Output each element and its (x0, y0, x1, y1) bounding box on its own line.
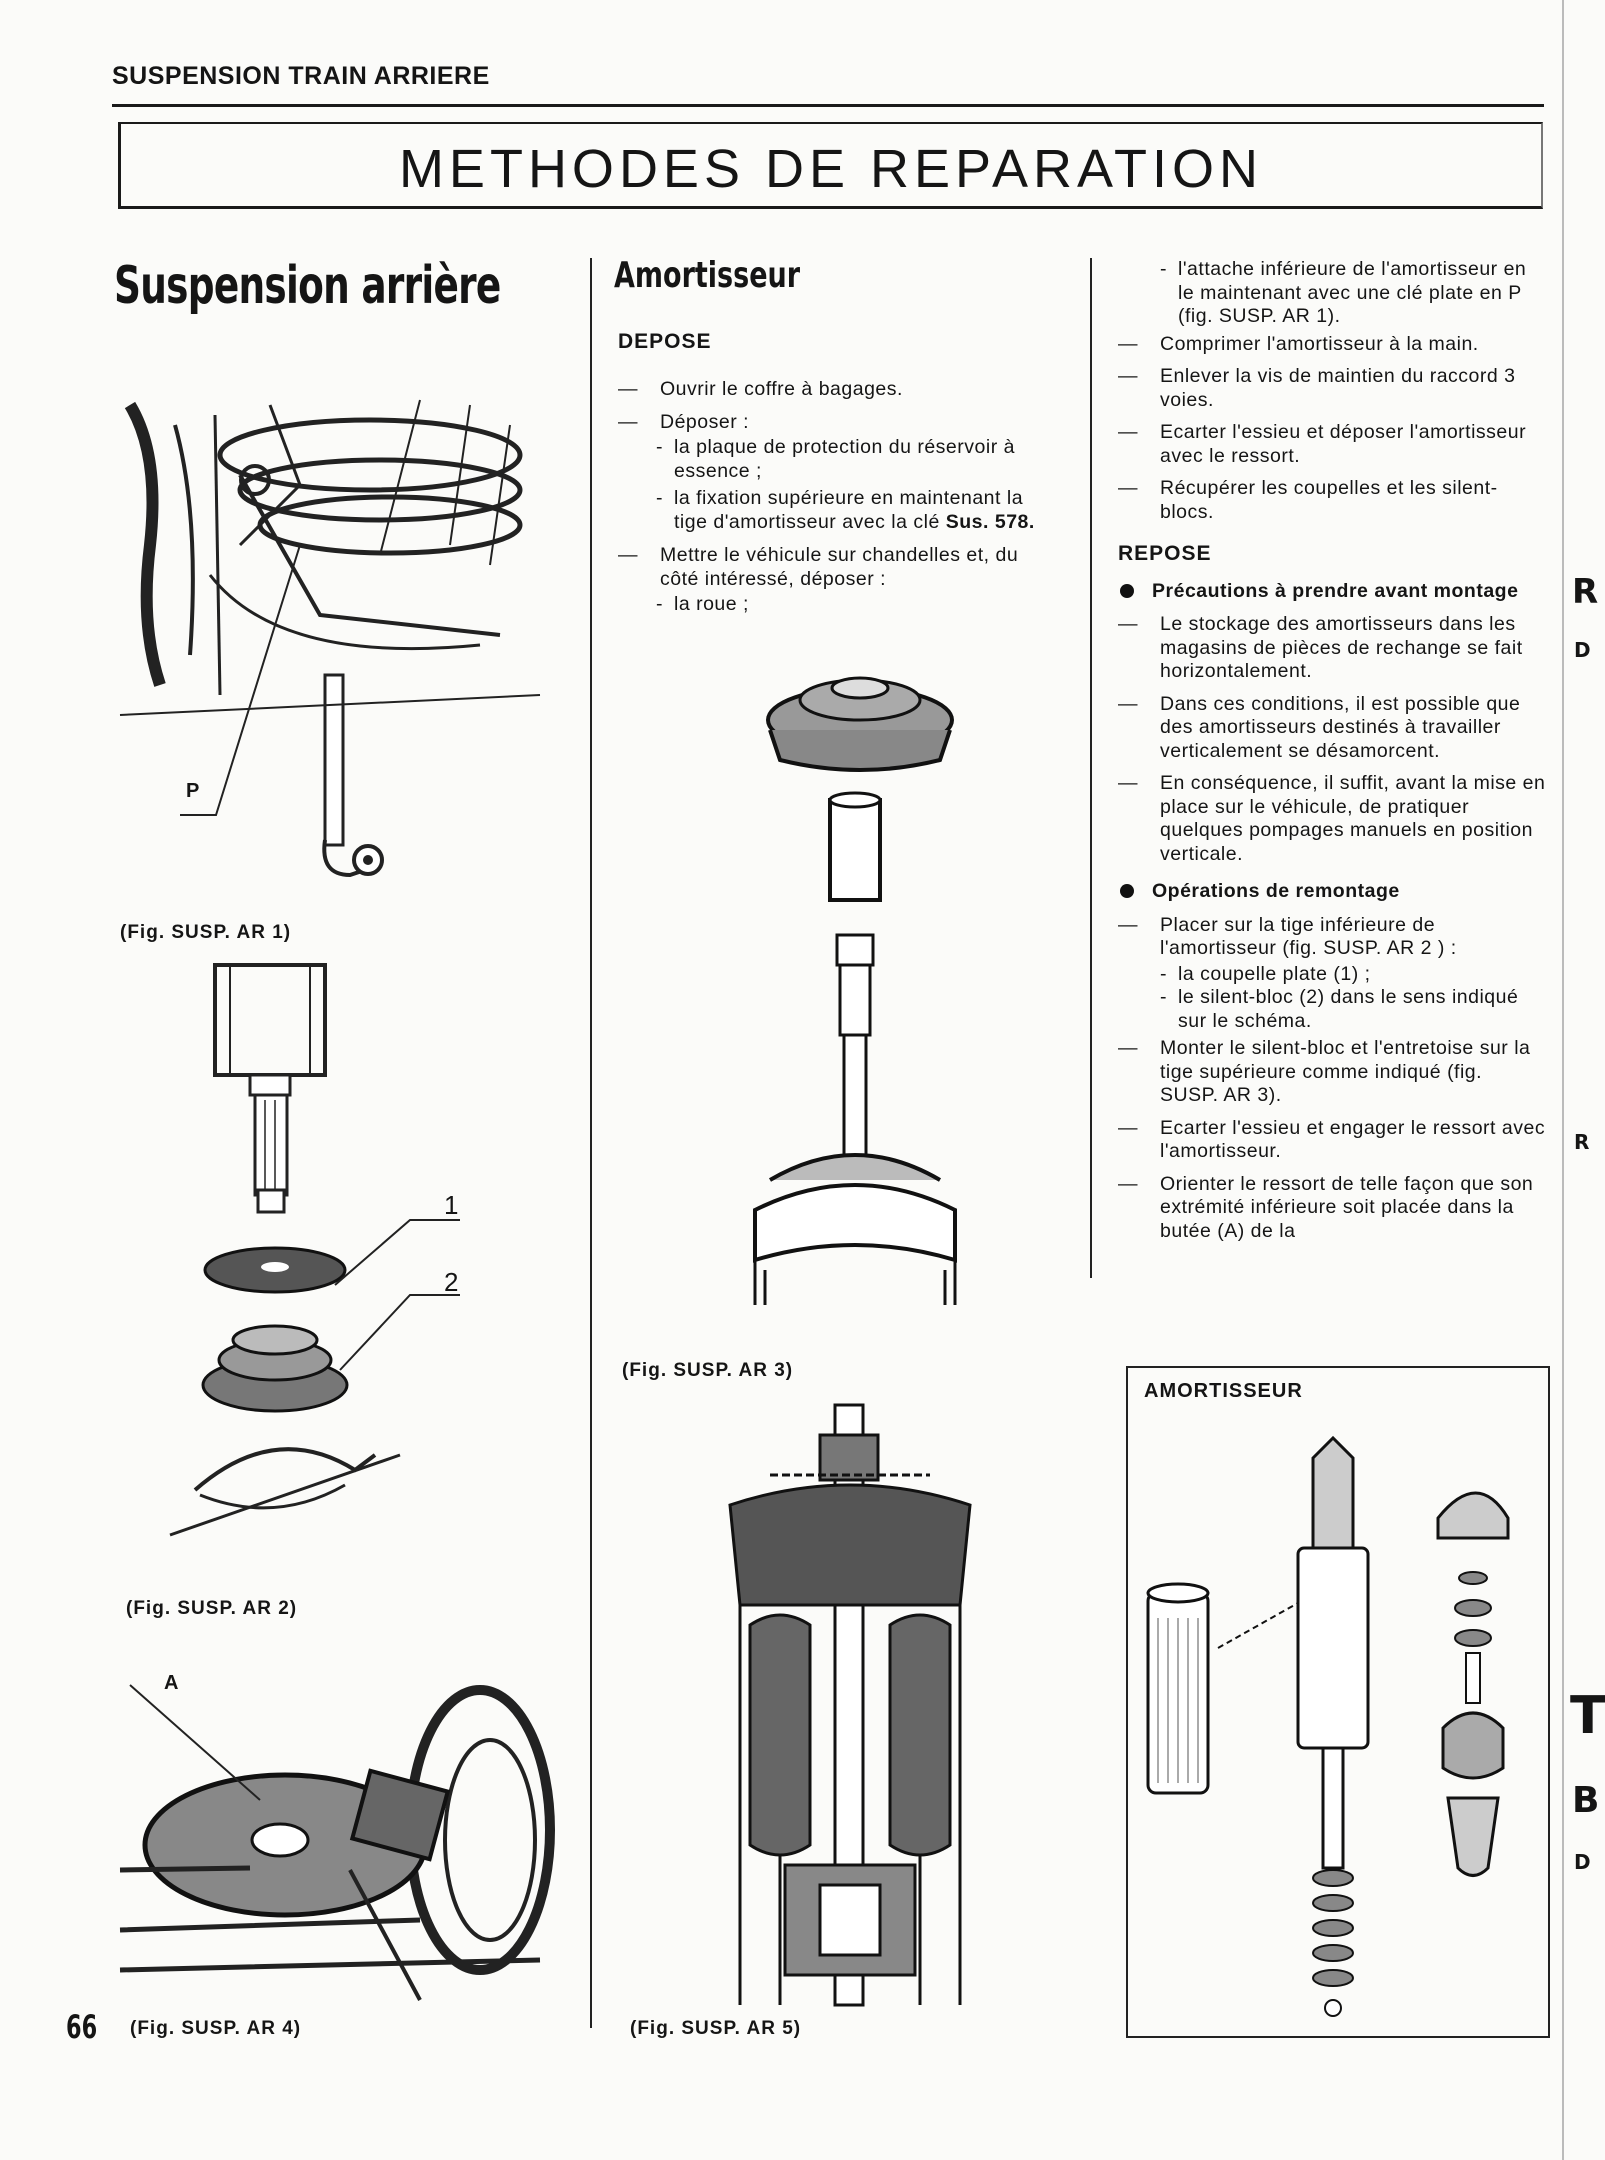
bullet-dot (1120, 884, 1134, 898)
fig1-caption: (Fig. SUSP. AR 1) (120, 922, 292, 943)
sub-item (1160, 963, 1546, 987)
sub-text: la roue ; (674, 593, 749, 615)
dash: — (1118, 1037, 1138, 1059)
margin-letter: R (1572, 572, 1599, 612)
place-lower-sublist (1118, 963, 1546, 1034)
margin-letter: D (1574, 638, 1591, 662)
repose-heading: REPOSE (1118, 542, 1212, 565)
dash: — (618, 378, 638, 400)
margin-letter: T (1570, 1686, 1605, 1746)
depose-steps (618, 378, 1058, 621)
fig4-caption: (Fig. SUSP. AR 4) (130, 2018, 302, 2039)
figure-box-title: AMORTISSEUR (1144, 1380, 1303, 1402)
tool-reference: Sus. 578. (945, 510, 1035, 533)
step-text: Dans ces conditions, il est possible que des amortisseurs destinés à travailler verticalement se désamorcent. (1160, 692, 1521, 762)
section-title-amortisseur: Amortisseur (614, 255, 801, 296)
header-rule (112, 104, 1544, 107)
chandelles-sublist (618, 593, 1058, 617)
sub-dash: - (656, 436, 663, 458)
step-chandelles (618, 544, 1058, 591)
bullet-text: Opérations de remontage (1152, 880, 1400, 902)
fig5-caption: (Fig. SUSP. AR 5) (630, 2018, 802, 2039)
margin-letter: D (1574, 1850, 1591, 1874)
fig2-label-1: 1 (444, 1190, 460, 1220)
amortisseur-figure-box (1126, 1366, 1550, 2038)
bullet-precautions (1118, 580, 1546, 604)
fig-susp-ar-1-illustration (120, 395, 540, 895)
page-number: 66 (66, 2008, 98, 2046)
dash: — (1118, 332, 1138, 355)
bullet-operations (1118, 880, 1546, 904)
fig2-caption: (Fig. SUSP. AR 2) (126, 1598, 298, 1619)
sub-item (1160, 986, 1546, 1033)
sub-item (656, 593, 1058, 617)
sub-text: la plaque de protection du réservoir à essence ; (674, 436, 1015, 482)
margin-letter: R (1574, 1130, 1590, 1154)
dash: — (1118, 613, 1138, 635)
step-text: Orienter le ressort de telle façon que son extrémité inférieure soit placée dans la butée (A) de la (1160, 1172, 1534, 1242)
fig-susp-ar-5-illustration (720, 1405, 980, 2005)
dash: — (1118, 772, 1138, 794)
step-text: Mettre le véhicule sur chandelles et, du côté intéressé, déposer : (660, 544, 1019, 590)
step-text: Monter le silent-bloc et l'entretoise sur la tige supérieure comme indiqué (fig. SUSP. AR 3). (1160, 1037, 1531, 1106)
step-conditions (1118, 693, 1546, 764)
step-compress (1118, 333, 1546, 357)
sub-item (656, 487, 1058, 534)
sub-dash: - (1160, 986, 1167, 1008)
dash: — (1118, 1116, 1138, 1139)
step-orient-spring (1118, 1173, 1546, 1244)
margin-letter: B (1572, 1780, 1600, 1821)
dash: — (618, 410, 638, 433)
step-storage (1118, 613, 1546, 684)
step-engage-spring (1118, 1117, 1546, 1164)
section-title: SUSPENSION TRAIN ARRIERE (112, 62, 490, 90)
dash: — (1118, 692, 1138, 715)
depose-steps-continued (1118, 258, 1546, 1252)
step-text: Le stockage des amortisseurs dans les magasins de pièces de rechange se fait horizontalement. (1160, 613, 1523, 682)
sub-dash: - (1160, 258, 1167, 280)
fig2-label-2: 2 (444, 1267, 460, 1297)
sub-dash: - (656, 593, 663, 615)
bullet-text: Précautions à prendre avant montage (1152, 579, 1519, 602)
dash: — (1118, 421, 1138, 443)
sub-text: l'attache inférieure de l'amortisseur en le maintenant avec une clé plate en P (fig. SUSP. AR 1). (1178, 258, 1527, 327)
deposer-sublist (618, 436, 1058, 534)
fig4-label-a: A (164, 1672, 180, 1694)
step-remove-screw (1118, 365, 1546, 412)
step-text: Ecarter l'essieu et engager le ressort avec l'amortisseur. (1160, 1116, 1546, 1162)
step-text: Comprimer l'amortisseur à la main. (1160, 332, 1479, 355)
dash: — (1118, 477, 1138, 499)
step-text: En conséquence, il suffit, avant la mise en place sur le véhicule, de pratiquer quelques pompages manuels en position verticale. (1160, 772, 1546, 865)
sub-item (1160, 258, 1546, 329)
page-title: Suspension arrière (114, 256, 501, 316)
sub-text: la coupelle plate (1) ; (1178, 962, 1371, 985)
column-divider-right (1090, 258, 1092, 1278)
step-text: Déposer : (660, 410, 750, 433)
step-recover-cups (1118, 477, 1546, 524)
step-consequence (1118, 772, 1546, 866)
fig1-label-p: P (186, 780, 201, 802)
dash: — (1118, 1172, 1138, 1195)
step-spread-axle (1118, 421, 1546, 468)
fig3-caption: (Fig. SUSP. AR 3) (622, 1360, 794, 1381)
fig-susp-ar-4-illustration (120, 1670, 560, 2030)
dash: — (618, 544, 638, 566)
step-text: Récupérer les coupelles et les silent-blocs. (1160, 477, 1498, 523)
cont-sublist (1118, 258, 1546, 329)
fig-susp-ar-3-illustration (740, 670, 970, 1310)
step-text: Ouvrir le coffre à bagages. (660, 378, 903, 400)
step-deposer (618, 411, 1058, 435)
column-divider-left (590, 258, 592, 2028)
sub-text: le silent-bloc (2) dans le sens indiqué sur le schéma. (1178, 986, 1519, 1032)
page-banner (118, 122, 1543, 209)
amortisseur-exploded-illustration (1138, 1428, 1538, 2028)
step-place-lower (1118, 914, 1546, 961)
sub-item (656, 436, 1058, 483)
depose-heading: DEPOSE (618, 330, 712, 353)
step-text: Enlever la vis de maintien du raccord 3 voies. (1160, 365, 1516, 411)
step-open-trunk (618, 378, 1058, 402)
sub-text: la fixation supérieure en maintenant la tige d'amortisseur avec la clé (674, 487, 1024, 533)
step-mount-silentbloc (1118, 1037, 1546, 1108)
sub-dash: - (656, 487, 663, 509)
sub-dash: - (1160, 962, 1167, 985)
page-edge (1562, 0, 1564, 2160)
banner-title: METHODES DE REPARATION (398, 139, 1264, 199)
bullet-dot (1120, 584, 1134, 598)
step-text: Ecarter l'essieu et déposer l'amortisseur avec le ressort. (1160, 421, 1527, 467)
dash: — (1118, 365, 1138, 387)
step-text: Placer sur la tige inférieure de l'amortisseur (fig. SUSP. AR 2 ) : (1160, 913, 1457, 959)
fig-susp-ar-2-illustration (170, 965, 490, 1565)
dash: — (1118, 913, 1138, 936)
